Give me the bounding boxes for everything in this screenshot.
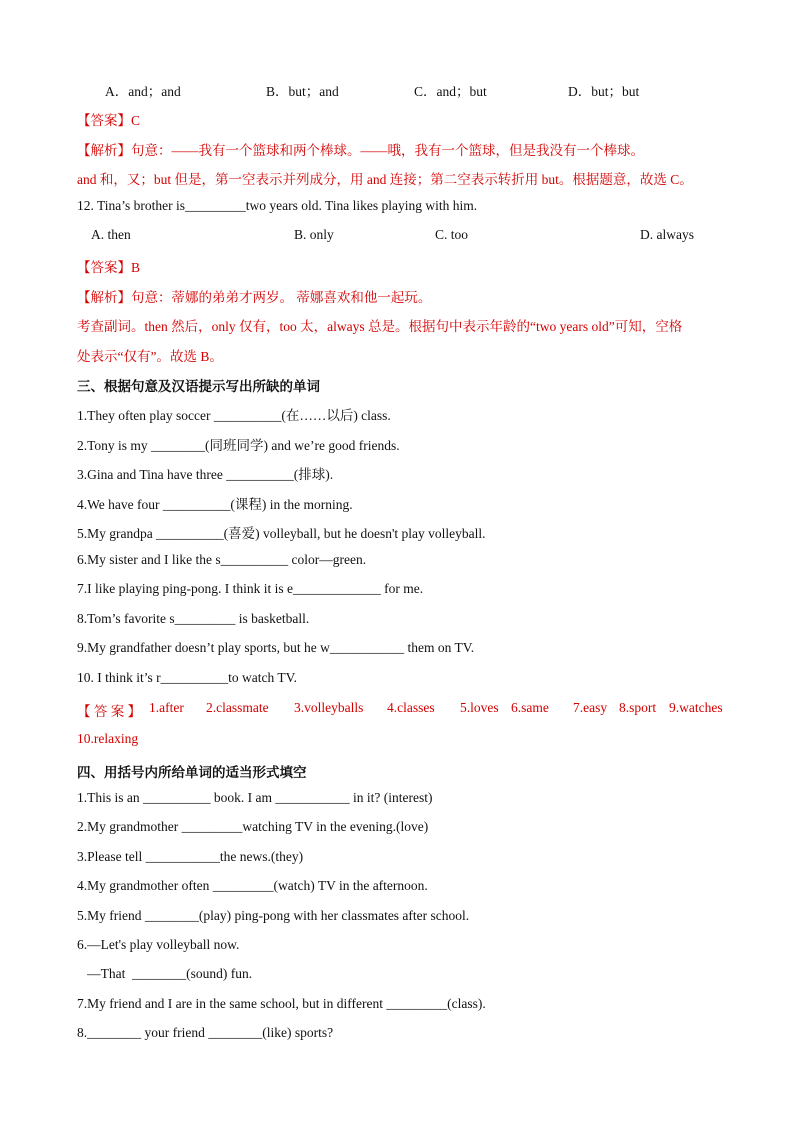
section3-answer-9: 9.watches [669,700,723,715]
section3-answer-3: 3.volleyballs [294,700,364,715]
section3-item-10: 10. I think it’s r__________to watch TV. [77,670,297,685]
section3-answer-label: 【 答 案 】 [77,704,142,719]
q12-option-a: A. then [91,227,131,242]
section3-item-7: 7.I like playing ping-pong. I think it is e_____________ for me. [77,581,424,596]
q11-option-a: A．and；and [105,84,181,99]
q12-option-b: B. only [294,227,334,242]
section4-item-6: 6.—Let's play volleyball now. [77,937,240,952]
q12-analysis-line1: 【解析】句意：蒂娜的弟弟才两岁。 蒂娜喜欢和他一起玩。 [77,290,432,305]
section4-item-6-reply: —That ________(sound) fun. [77,966,253,981]
q11-option-d: D．but；but [568,84,640,99]
section3-item-4: 4.We have four __________(课程) in the morning. [77,497,353,512]
section3-answer-7: 7.easy [573,700,608,715]
section4-title: 四、用括号内所给单词的适当形式填空 [77,765,307,780]
section3-item-3: 3.Gina and Tina have three __________(排球). [77,467,334,482]
section3-answer-5: 5.loves [460,700,499,715]
section4-item-4: 4.My grandmother often _________(watch) TV in the afternoon. [77,878,428,893]
q11-option-b: B．but；and [266,84,339,99]
q12-analysis-line2: 考查副词。then 然后，only 仅有，too 太，always 总是。根据句中表示年龄的“two years old”可知，空格 [77,319,683,334]
q11-analysis-line2: and 和，又；but 但是，第一空表示并列成分，用 and 连接；第二空表示转折用 but。根据题意，故选 C。 [77,172,693,187]
q12-option-c: C. too [435,227,469,242]
section3-answer-6: 6.same [511,700,549,715]
section3-item-5: 5.My grandpa __________(喜爱) volleyball, but he doesn't play volleyball. [77,526,486,541]
section4-item-5: 5.My friend ________(play) ping-pong with her classmates after school. [77,908,470,923]
section3-answer-4: 4.classes [387,700,435,715]
section3-answer-1: 1.after [149,700,184,715]
q11-answer: 【答案】C [77,113,141,128]
q12-analysis-line3: 处表示“仅有”。故选 B。 [77,349,223,364]
section3-answer-10: 10.relaxing [77,731,139,746]
q11-analysis-line1: 【解析】句意：——我有一个篮球和两个棒球。——哦，我有一个篮球，但是我没有一个棒球。 [77,143,644,158]
section3-item-9: 9.My grandfather doesn’t play sports, but he w___________ them on TV. [77,640,475,655]
section4-item-2: 2.My grandmother _________watching TV in the evening.(love) [77,819,429,834]
section3-item-1: 1.They often play soccer __________(在……以后) class. [77,408,391,423]
q12-stem: 12. Tina’s brother is_________two years old. Tina likes playing with him. [77,198,478,213]
section3-answers [77,700,723,720]
q12-option-d: D. always [640,227,694,242]
section4-item-3: 3.Please tell ___________the news.(they) [77,849,304,864]
section3-answer-8: 8.sport [619,700,657,715]
q11-option-c: C．and；but [414,84,487,99]
section4-item-8: 8.________ your friend ________(like) sports? [77,1025,334,1040]
q12-answer: 【答案】B [77,260,141,275]
section3-item-8: 8.Tom’s favorite s_________ is basketball. [77,611,310,626]
section4-item-7: 7.My friend and I are in the same school, but in different _________(class). [77,996,486,1011]
section3-answer-2: 2.classmate [206,700,269,715]
section4-item-1: 1.This is an __________ book. I am ___________ in it? (interest) [77,790,433,805]
section3-item-2: 2.Tony is my ________(同班同学) and we’re good friends. [77,438,400,453]
section3-title: 三、根据句意及汉语提示写出所缺的单词 [77,379,320,394]
section3-item-6: 6.My sister and I like the s__________ color—green. [77,552,367,567]
